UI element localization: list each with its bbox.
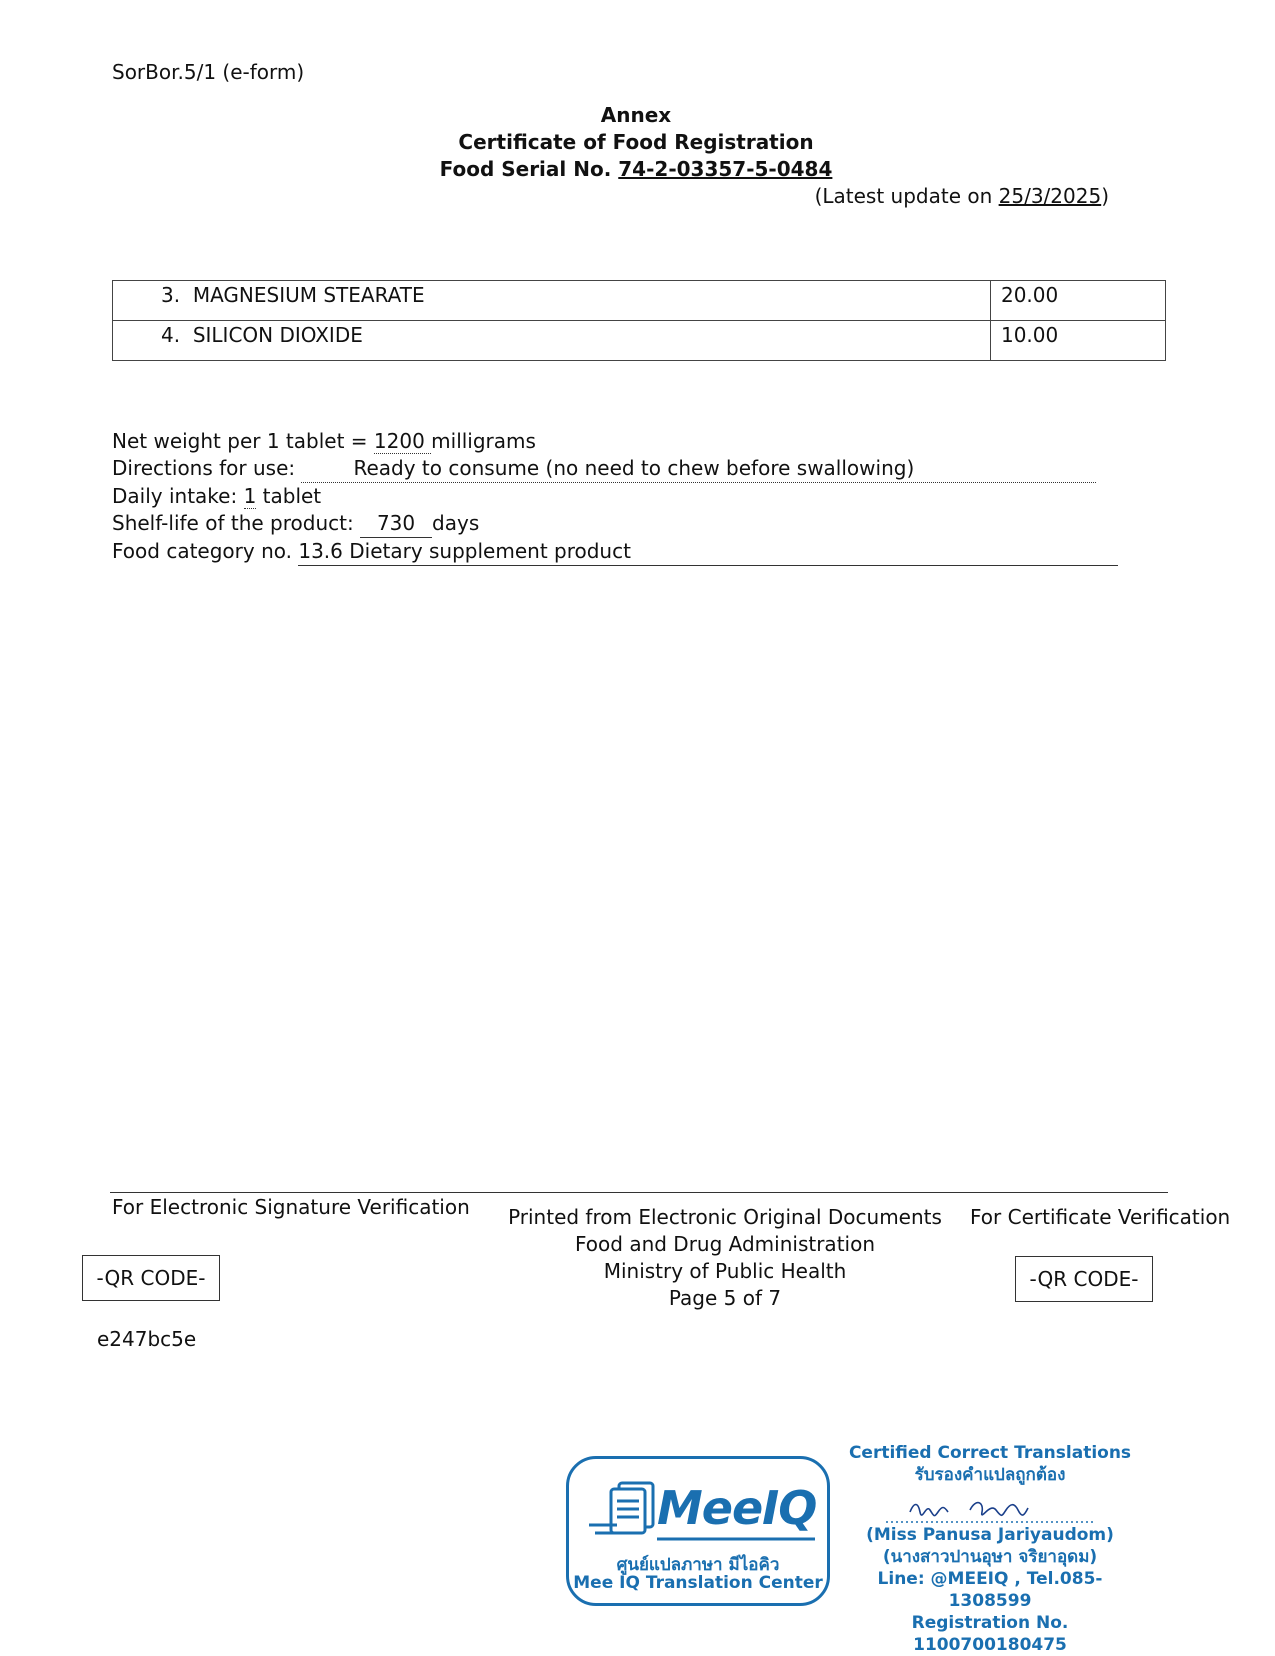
directions-line <box>112 455 1118 483</box>
document-header <box>0 102 1275 183</box>
table-row <box>113 321 1166 361</box>
certified-title: Certified Correct Translations <box>848 1443 1132 1463</box>
directions-label: Directions for use: <box>112 456 302 480</box>
stamp-thai-name: ศูนย์แปลภาษา มีไอคิว <box>616 1555 780 1575</box>
ingredients-table <box>112 280 1166 361</box>
latest-update-suffix: ) <box>1101 184 1109 208</box>
net-weight-unit: milligrams <box>431 429 536 453</box>
signature-verification-label: For Electronic Signature Verification <box>112 1195 470 1219</box>
ingredient-no: 4. <box>161 323 181 347</box>
shelf-life-line <box>112 510 1118 538</box>
daily-intake-value: 1 <box>243 484 257 508</box>
daily-intake-label: Daily intake: <box>112 484 244 508</box>
ingredient-amount: 20.00 <box>990 281 1165 321</box>
page-number: Page 5 of 7 <box>668 1286 782 1310</box>
daily-intake-unit: tablet <box>256 484 322 508</box>
translator-name-th: (นางสาวปานอุษา จริยาอุดม) <box>882 1547 1098 1567</box>
ingredient-cell <box>113 321 991 361</box>
printed-from-block <box>490 1204 960 1312</box>
form-code: SorBor.5/1 (e-form) <box>112 60 305 84</box>
directions-value: Ready to consume (no need to chew before swallowing) <box>301 455 1096 483</box>
net-weight-value: 1200 <box>373 429 432 453</box>
printed-line: Printed from Electronic Original Documents <box>508 1205 942 1229</box>
food-serial <box>0 156 1275 183</box>
net-weight-label: Net weight per 1 tablet = <box>112 429 374 453</box>
net-weight-line <box>112 428 1118 455</box>
daily-intake-line <box>112 483 1118 510</box>
printed-line: Food and Drug Administration <box>575 1232 875 1256</box>
ingredient-cell <box>113 281 991 321</box>
ingredient-amount: 10.00 <box>990 321 1165 361</box>
shelf-life-unit: days <box>432 511 480 535</box>
certificate-verification-label: For Certificate Verification <box>970 1205 1231 1229</box>
ingredient-name: MAGNESIUM STEARATE <box>192 283 425 307</box>
translator-name-en: (Miss Panusa Jariyaudom) <box>866 1525 1114 1545</box>
certificate-qr-code[interactable]: -QR CODE- <box>1015 1256 1153 1302</box>
food-serial-label: Food Serial No. <box>439 157 619 181</box>
translator-registration: Registration No. 1100700180475 <box>911 1613 1069 1655</box>
translator-contact: Line: @MEEIQ , Tel.085-1308599 <box>877 1569 1103 1611</box>
ingredient-no: 3. <box>161 283 181 307</box>
latest-update-date: 25/3/2025 <box>998 184 1102 208</box>
latest-update-prefix: (Latest update on <box>814 184 999 208</box>
stamp-english-name: Mee IQ Translation Center <box>573 1573 823 1593</box>
certificate-title: Certificate of Food Registration <box>458 130 814 154</box>
certified-title-thai: รับรองคำแปลถูกต้อง <box>914 1465 1066 1485</box>
table-row <box>113 281 1166 321</box>
signature-qr-code[interactable]: -QR CODE- <box>82 1255 220 1301</box>
document-hash: e247bc5e <box>97 1327 197 1351</box>
food-category-line <box>112 538 1118 566</box>
shelf-life-value: 730 <box>360 510 432 538</box>
handwritten-signature <box>880 1490 1100 1524</box>
shelf-life-label: Shelf-life of the product: <box>112 511 361 535</box>
food-serial-number: 74-2-03357-5-0484 <box>618 157 833 181</box>
food-category-label: Food category no. <box>112 539 299 563</box>
stamp-logo-text: MeeIQ <box>657 1481 817 1535</box>
latest-update <box>815 184 1109 208</box>
food-category-value: 13.6 Dietary supplement product <box>298 538 1118 566</box>
printed-line: Ministry of Public Health <box>603 1259 847 1283</box>
footer-divider <box>110 1192 1168 1193</box>
translation-center-stamp <box>566 1456 830 1606</box>
ingredient-name: SILICON DIOXIDE <box>192 323 363 347</box>
translator-certification <box>840 1442 1140 1656</box>
product-details <box>112 428 1118 566</box>
annex-title: Annex <box>600 103 672 127</box>
